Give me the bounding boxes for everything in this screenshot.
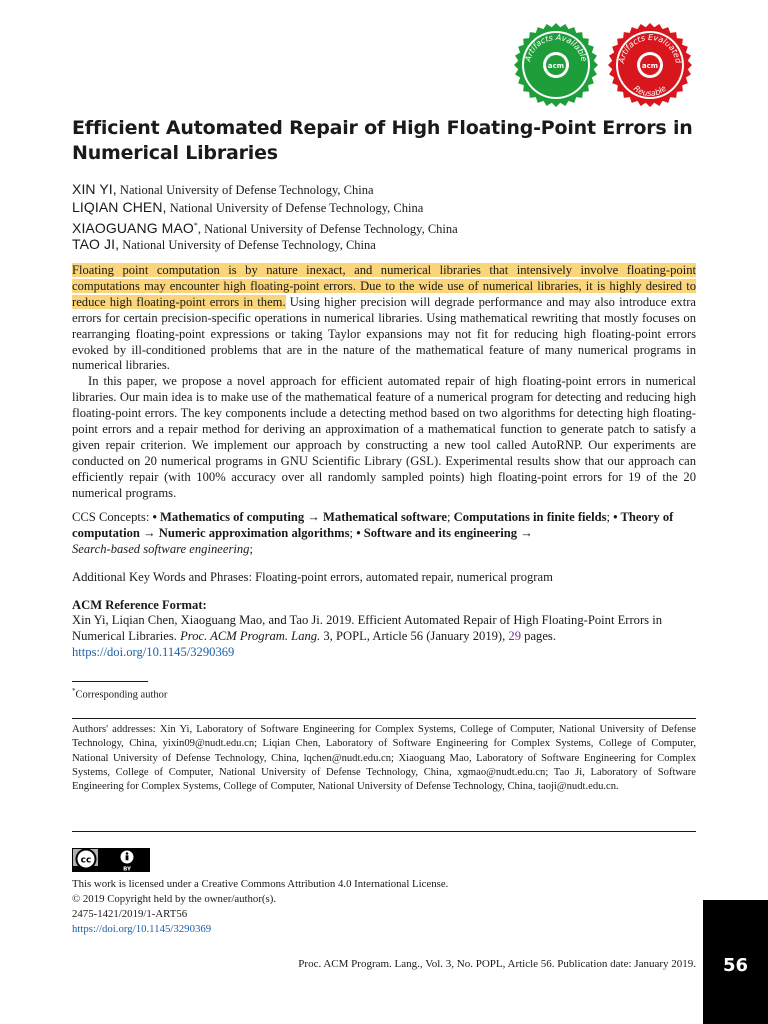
paper-title: Efficient Automated Repair of High Floating-Point Errors in Numerical Libraries xyxy=(72,117,693,164)
footnote-mark: * xyxy=(72,687,76,695)
reference-journal: Proc. ACM Program. Lang. xyxy=(180,629,321,643)
ccs-concept: Search-based software engineering xyxy=(72,542,250,556)
reference-format xyxy=(72,612,696,660)
ccs-separator: ; xyxy=(249,542,253,556)
cc-by-badge[interactable] xyxy=(72,848,150,872)
journal-footer: Proc. ACM Program. Lang., Vol. 3, No. POPL, Article 56. Publication date: January 2019. xyxy=(298,958,696,970)
page-number: 56 xyxy=(722,955,749,976)
ccs-separator: ; xyxy=(349,526,357,540)
license-line: This work is licensed under a Creative Commons Attribution 4.0 International License. xyxy=(72,878,449,890)
license-doi-link[interactable]: https://doi.org/10.1145/3290369 xyxy=(72,923,212,935)
by-label: BY xyxy=(123,866,131,872)
badge-reusable-text: Reusable xyxy=(631,83,669,99)
reference-text: pages. xyxy=(521,629,556,643)
author-row xyxy=(72,235,696,253)
abstract-text: Using higher precision will degrade performance and may also introduce extra errors for certain precision-specific operations in numerical libraries. Using mathematical rewriting that mostly focuses on rearranging floating-point expressions or taking Taylor expansions may not fit for reducing high floating-point errors evoked by ill-conditioned problems that are in the nature of the mathematical feature of many numerical programs in numerical libraries. xyxy=(72,294,696,373)
ccs-label: CCS Concepts: xyxy=(72,510,153,524)
ccs-concept: • Software and its engineering → xyxy=(356,526,533,540)
reference-text: 3, POPL, Article 56 (January 2019), xyxy=(320,629,509,643)
artifact-badges xyxy=(512,22,696,108)
ccs-separator: ; xyxy=(606,510,614,524)
author-name: XIN YI, xyxy=(72,181,117,197)
reference-doi-link[interactable]: https://doi.org/10.1145/3290369 xyxy=(72,645,235,659)
acm-logo-red: acm xyxy=(641,62,659,70)
author-affiliation: , National University of Defense Technology, China xyxy=(197,221,458,236)
abstract-paragraph-2: In this paper, we propose a novel approach for efficient automated repair of high floating-point errors in numerical libraries. Our main idea is to make use of the mathematical feature of a numerical program for detecting and reducing high floating-point errors. The key components include a detecting method based on two algorithms for detecting high floating-point errors and a repair method for deriving an approximation of a mathematical function to generate patch to satisfy a given repair criterion. We implement our approach by constructing a new tool called AutoRNP. Our experiments are conducted on 20 numerical programs in GNU Scientific Library (GSL). Experimental results show that our approach can efficiently repair (with 100% accuracy over all randomly sampled points) high floating-point errors for 19 of the 20 numerical programs. xyxy=(72,374,696,500)
divider xyxy=(72,831,696,832)
ccs-concept: Computations in finite fields xyxy=(453,510,607,524)
author-addresses: Authors' addresses: Xin Yi, Laboratory of Software Engineering for Complex Systems, College of Computer, National University of Defense Technology, China, yixin09@nudt.edu.cn; Liqian Chen, Laboratory of Software Engineering for Complex Systems, College of Computer, National University of Defense Technology, China, lqchen@nudt.edu.cn; Xiaoguang Mao, Laboratory of Software Engineering for Complex Systems, College of Computer, National University of Defense Technology, China, xgmao@nudt.edu.cn; Tao Ji, Laboratory of Software Engineering for Complex Systems, College of Computer, National University of Defense Technology, China, taoji@nudt.edu.cn. xyxy=(72,724,696,793)
badge-evaluated-text: Artifacts Evaluated xyxy=(617,32,683,65)
author-row xyxy=(72,180,696,198)
author-name: TAO JI, xyxy=(72,235,120,252)
author-affiliation: National University of Defense Technology, China xyxy=(116,183,374,197)
cc-icon: cc xyxy=(80,855,92,866)
license-block xyxy=(72,877,696,937)
issn-line: 2475-1421/2019/1-ART56 xyxy=(72,908,188,920)
abstract xyxy=(72,263,696,502)
footnote-text: Corresponding author xyxy=(75,689,168,701)
divider xyxy=(72,718,696,719)
ccs-concept: • Theory of computation → Numeric approximation algorithms xyxy=(72,510,674,540)
highlighted-text[interactable]: Floating point computation is by nature inexact, and numerical libraries that intensively involve floating-point computations may encounter high floating-point errors. Due to the wide use of numerical libraries, it is highly desired to reduce high floating-point errors in them. xyxy=(72,263,696,309)
author-affiliation: National University of Defense Technology, China xyxy=(119,237,376,252)
author-affiliation: National University of Defense Technology, China xyxy=(166,201,424,216)
reference-text: Xin Yi, Liqian Chen, Xiaoguang Mao, and Tao Ji. 2019. Efficient Automated Repair of High Floating-Point Errors in Numerical Libraries. xyxy=(72,613,663,643)
ccs-concepts xyxy=(72,509,696,557)
abstract-paragraph-1 xyxy=(72,263,696,374)
corresponding-mark: * xyxy=(193,220,198,230)
acm-logo-green: acm xyxy=(547,62,565,70)
pages-link[interactable]: 29 xyxy=(508,629,522,643)
badge-available-text: Artifacts Available xyxy=(523,32,589,63)
person-icon xyxy=(126,852,129,855)
footnote xyxy=(72,684,167,703)
keywords: Additional Key Words and Phrases: Floating-point errors, automated repair, numerical program xyxy=(72,570,553,584)
artifacts-available-badge xyxy=(514,23,598,107)
author-row xyxy=(72,217,696,235)
copyright-line: © 2019 Copyright held by the owner/author(s). xyxy=(72,893,277,905)
author-name: LIQIAN CHEN, xyxy=(72,199,167,216)
author-name: XIAOGUANG MAO xyxy=(72,219,194,236)
footnote-rule xyxy=(72,681,148,682)
ccs-separator: ; xyxy=(446,510,454,524)
ccs-concept: • Mathematics of computing → Mathematical software xyxy=(152,510,447,524)
reference-heading: ACM Reference Format: xyxy=(72,598,207,612)
author-list xyxy=(72,180,696,253)
artifacts-evaluated-badge xyxy=(608,23,692,107)
author-row xyxy=(72,198,696,216)
